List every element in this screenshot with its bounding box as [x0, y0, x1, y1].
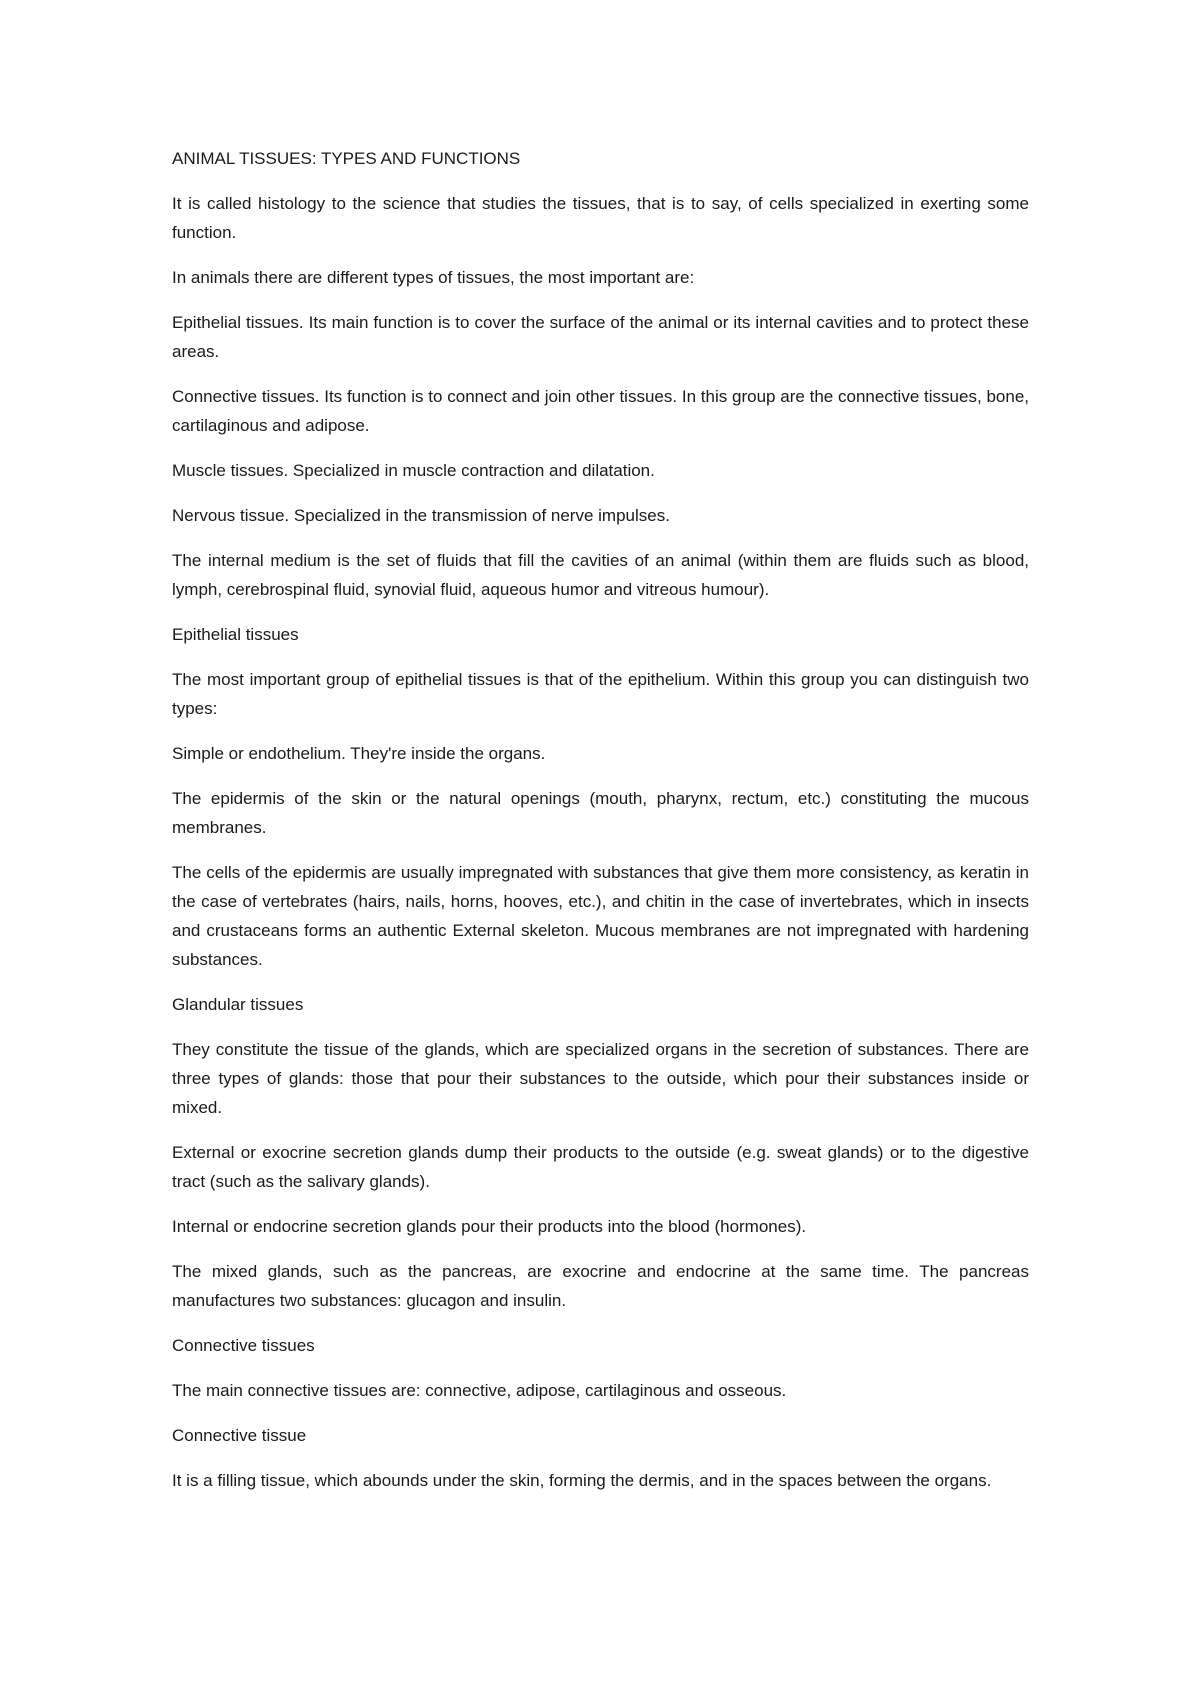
paragraph-internal-medium: The internal medium is the set of fluids that fill the cavities of an animal (within them are fluids such as blood, lymph, cerebrospinal fluid, synovial fluid, aqueous humor and vitreous humour). — [172, 551, 1029, 599]
paragraph-nervous: Nervous tissue. Specialized in the transmission of nerve impulses. — [172, 506, 670, 525]
paragraph-filling-tissue: It is a filling tissue, which abounds under the skin, forming the dermis, and in the spaces between the organs. — [172, 1471, 992, 1490]
paragraph-epithelium-group: The most important group of epithelial tissues is that of the epithelium. Within this group you can distinguish two types: — [172, 670, 1029, 718]
section-heading-connective-tissue: Connective tissue — [172, 1426, 307, 1445]
section-heading-glandular: Glandular tissues — [172, 995, 304, 1014]
section-heading-epithelial: Epithelial tissues — [172, 625, 299, 644]
document-page — [172, 144, 1029, 1511]
paragraph-epidermis: The epidermis of the skin or the natural openings (mouth, pharynx, rectum, etc.) constituting the mucous membranes. — [172, 789, 1029, 837]
paragraph-connective: Connective tissues. Its function is to connect and join other tissues. In this group are the connective tissues, bone, cartilaginous and adipose. — [172, 387, 1029, 435]
paragraph-mixed-glands: The mixed glands, such as the pancreas, are exocrine and endocrine at the same time. The pancreas manufactures two substances: glucagon and insulin. — [172, 1262, 1029, 1310]
document-title: ANIMAL TISSUES: TYPES AND FUNCTIONS — [172, 149, 521, 168]
paragraph-types-intro: In animals there are different types of tissues, the most important are: — [172, 268, 695, 287]
paragraph-exocrine: External or exocrine secretion glands dump their products to the outside (e.g. sweat glands) or to the digestive tract (such as the salivary glands). — [172, 1143, 1029, 1191]
paragraph-epithelial: Epithelial tissues. Its main function is to cover the surface of the animal or its internal cavities and to protect these areas. — [172, 313, 1029, 361]
paragraph-simple-endothelium: Simple or endothelium. They're inside the organs. — [172, 744, 546, 763]
paragraph-glands: They constitute the tissue of the glands, which are specialized organs in the secretion of substances. There are three types of glands: those that pour their substances to the outside, which pour their substances inside or mixed. — [172, 1040, 1029, 1117]
paragraph-main-connective: The main connective tissues are: connective, adipose, cartilaginous and osseous. — [172, 1381, 787, 1400]
paragraph-endocrine: Internal or endocrine secretion glands pour their products into the blood (hormones). — [172, 1217, 807, 1236]
section-heading-connective: Connective tissues — [172, 1336, 315, 1355]
paragraph-histology: It is called histology to the science that studies the tissues, that is to say, of cells specialized in exerting some function. — [172, 194, 1029, 242]
paragraph-muscle: Muscle tissues. Specialized in muscle contraction and dilatation. — [172, 461, 655, 480]
paragraph-epidermis-cells: The cells of the epidermis are usually impregnated with substances that give them more consistency, as keratin in the case of vertebrates (hairs, nails, horns, hooves, etc.), and chitin in the case of invertebrates, which in insects and crustaceans forms an authentic External skeleton. Mucous membranes are not impregnated with hardening substances. — [172, 863, 1029, 969]
